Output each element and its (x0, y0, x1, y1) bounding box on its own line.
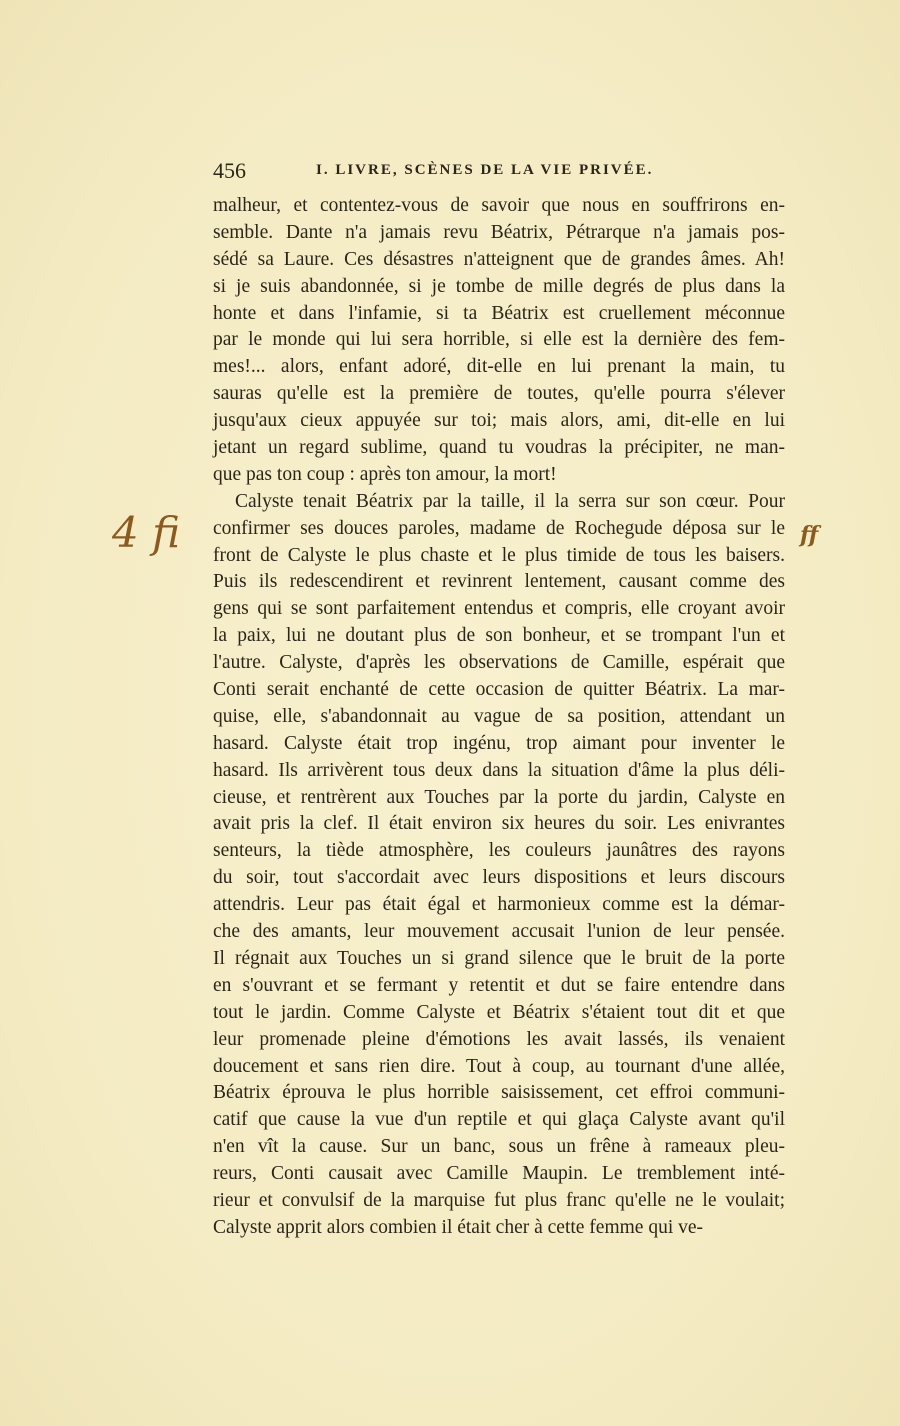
text-line: Il régnait aux Touches un si grand silence que le bruit de la porte (213, 947, 785, 969)
text-line: reurs, Conti causait avec Camille Maupin. Le tremblement inté- (213, 1163, 785, 1185)
text-line: malheur, et contentez-vous de savoir que nous en souffrirons en- (213, 195, 785, 216)
page-body (213, 193, 785, 1242)
text-line: l'autre. Calyste, d'après les observations de Camille, espérait que (213, 652, 785, 674)
paragraph (213, 489, 785, 1242)
text-line: du soir, tout s'accordait avec leurs dispositions et leurs discours (213, 867, 785, 889)
text-line: honte et dans l'infamie, si ta Béatrix est cruellement méconnue (213, 302, 785, 324)
text-line: attendris. Leur pas était égal et harmonieux comme est la démar- (213, 894, 785, 916)
text-line: jusqu'aux cieux appuyée sur toi; mais alors, ami, dit-elle en lui (213, 410, 785, 432)
handwritten-margin-note: 4 fi (112, 508, 181, 557)
paragraph (213, 193, 785, 489)
text-line: Calyste apprit alors combien il était cher à cette femme qui ve- (213, 1216, 704, 1238)
page-header (213, 158, 785, 188)
text-line: confirmer ses douces paroles, madame de Rochegude déposa sur le (213, 517, 785, 539)
text-line: che des amants, leur mouvement accusait l'union de leur pensée. (213, 921, 785, 943)
text-line: si je suis abandonnée, si je tombe de mille degrés de plus dans la (213, 275, 785, 297)
text-line: jetant un regard sublime, quand tu voudras la précipiter, ne man- (213, 437, 785, 459)
text-line: sauras qu'elle est la première de toutes, qu'elle pourra s'élever (213, 383, 785, 405)
text-line: quise, elle, s'abandonnait au vague de sa position, attendant un (213, 705, 785, 727)
text-line: semble. Dante n'a jamais revu Béatrix, Pétrarque n'a jamais pos- (213, 221, 785, 243)
text-line: la paix, lui ne doutant plus de son bonheur, et se trompant l'un et (213, 625, 785, 647)
text-line: que pas ton coup : après ton amour, la mort! (213, 463, 557, 485)
text-line: par le monde qui lui sera horrible, si elle est la dernière des fem- (213, 329, 785, 351)
text-line: gens qui se sont parfaitement entendus et compris, elle croyant avoir (213, 598, 785, 620)
text-line: Puis ils redescendirent et revinrent lentement, causant comme des (213, 571, 785, 593)
page-number: 456 (213, 158, 246, 183)
text-line: catif que cause la vue d'un reptile et qui glaça Calyste avant qu'il (213, 1109, 785, 1131)
text-line: hasard. Calyste était trop ingénu, trop aimant pour inventer le (213, 732, 785, 754)
text-line: Béatrix éprouva le plus horrible saisissement, cet effroi communi- (213, 1082, 785, 1104)
text-line: doucement et sans rien dire. Tout à coup, au tournant d'une allée, (213, 1055, 785, 1077)
text-line: Calyste tenait Béatrix par la taille, il la serra sur son cœur. Pour (235, 490, 785, 512)
text-line: senteurs, la tiède atmosphère, les couleurs jaunâtres des rayons (213, 840, 785, 862)
text-line: avait pris la clef. Il était environ six heures du soir. Les enivrantes (213, 813, 785, 835)
text-line: mes!... alors, enfant adoré, dit-elle en lui prenant la main, tu (213, 356, 785, 378)
text-line: n'en vît la cause. Sur un banc, sous un frêne à rameaux pleu- (213, 1136, 785, 1158)
text-line: Conti serait enchanté de cette occasion de quitter Béatrix. La mar- (213, 679, 785, 701)
text-line: sédé sa Laure. Ces désastres n'atteignent que de grandes âmes. Ah! (213, 248, 785, 270)
text-line: front de Calyste le plus chaste et le plus timide de tous les baisers. (213, 544, 785, 566)
text-line: hasard. Ils arrivèrent tous deux dans la situation d'âme la plus déli- (213, 759, 785, 781)
text-line: en s'ouvrant et se fermant y retentit et dut se faire entendre dans (213, 974, 785, 996)
text-line: rieur et convulsif de la marquise fut plus franc qu'elle ne le voulait; (213, 1189, 785, 1211)
handwritten-correction-mark: ff (800, 522, 819, 548)
text-line: tout le jardin. Comme Calyste et Béatrix s'étaient tout dit et que (213, 1001, 785, 1023)
text-line: leur promenade pleine d'émotions les avait lassés, ils venaient (213, 1028, 785, 1050)
text-line: cieuse, et rentrèrent aux Touches par la porte du jardin, Calyste en (213, 786, 785, 808)
running-title: I. LIVRE, SCÈNES DE LA VIE PRIVÉE. (316, 162, 654, 178)
